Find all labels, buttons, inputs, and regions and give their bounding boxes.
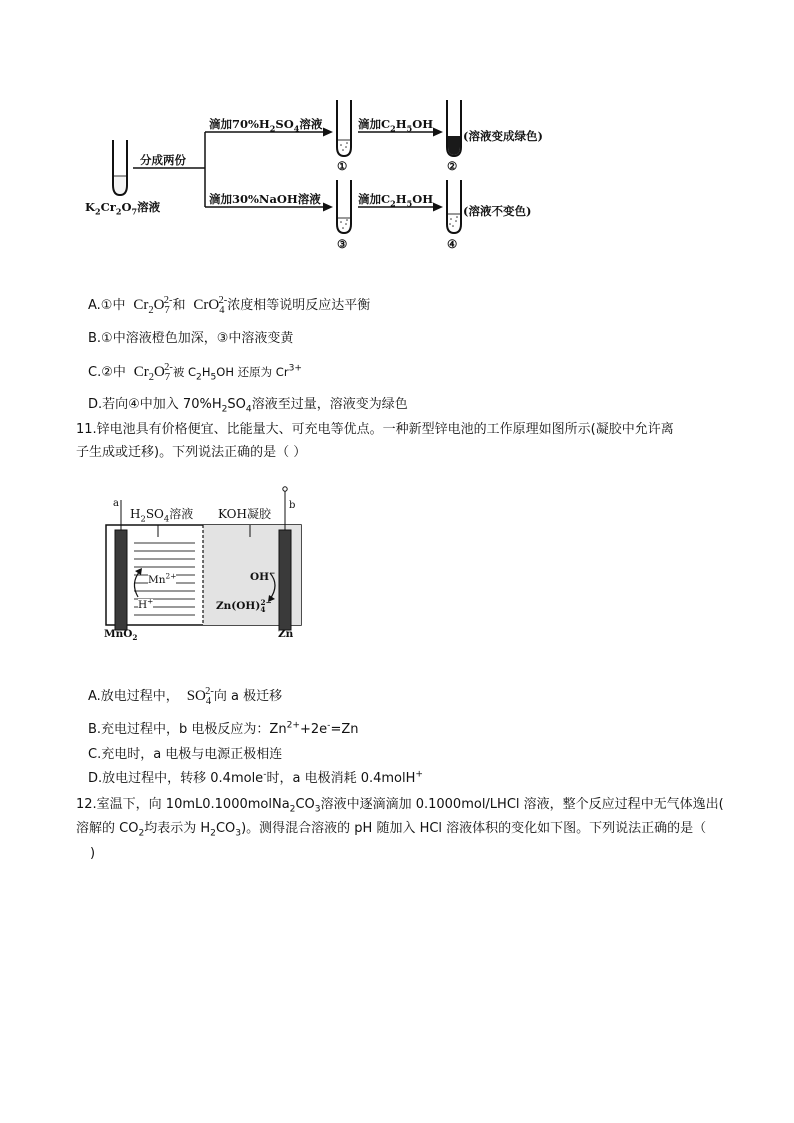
zincate-label: $Zn(OH)_4^{2-}$ [216,597,272,615]
h-ion-label: H+ [138,596,154,611]
q12-stem-line-1: 12.室温下，向 $10mL0.1000molNa_2CO_3$溶液中逐滴滴加 0.1000mol/LHCl 溶液，整个反应过程中无气体逸出( [76,797,724,815]
q12-stem-line-2: 溶解的 $CO_2$均表示为 $H_2CO_3$)。测得混合溶液的 pH 随加入 HCl 溶液体积的变化如下图。下列说法正确的是（ [76,821,707,839]
zn-electrode [279,530,291,630]
split-label: 分成两份 [140,153,186,167]
tube-2-label: ② [447,159,458,173]
q12-stem-line-3: ) [90,846,96,861]
mno2-electrode [115,530,127,630]
ethanol-label-bottom: 滴加$C_2H_5OH$ [358,192,434,209]
acid-reagent-label: 滴加$70\%H_2SO_4$溶液 [209,117,323,134]
q10-option-b: B.①中溶液橙色加深，③中溶液变黄 [88,331,294,346]
test-tube-2 [447,100,461,156]
electrode-a-label: a [113,498,119,509]
q11-stem-line-1: 11.锌电池具有价格便宜、比能量大、可充电等优点。一种新型锌电池的工作原理如图所示(凝胶中允许离 [76,422,674,437]
start-test-tube [113,140,127,195]
oh-ion-label: OH− [250,568,276,583]
figure-dichromate-experiment [0,0,794,270]
tube-3-label: ③ [337,237,348,251]
mno2-label: MnO$_2$ [104,628,138,643]
q11-stem-line-2: 子生成或迁移)。下列说法正确的是（ ） [76,445,307,460]
q11-option-b: B.充电过程中，b 电极反应为：$Zn^{2+}+2e^-=Zn$ [88,720,359,737]
q11-option-c: C.充电时，a 电极与电源正极相连 [88,747,283,762]
q11-option-d: D.放电过程中，转移 0.4mole-时，a 电极消耗 0.4molH+ [88,769,424,786]
test-tube-1 [337,100,351,156]
h2so4-solution-label: $H_2SO_4$溶液 [130,507,194,524]
test-tube-3 [337,180,351,233]
q10-option-a: A.①中 $Cr_2O_7^{2-}$和 CrO$_4^{2-}$浓度相等说明反应达平衡 [88,295,371,316]
tube-4-note: (溶液不变色) [463,204,532,218]
zn-label: Zn [278,628,294,640]
mn-ion-label: $Mn^{2+}$ [148,571,177,586]
zinc-battery-figure [100,485,310,645]
koh-gel-label: KOH凝胶 [218,507,271,521]
start-solution-label: $K_2Cr_2O_7$溶液 [85,200,161,217]
q11-option-a: A.放电过程中， $SO_4^{2-}$向 a 极迁移 [88,686,283,707]
test-tube-4 [447,180,461,233]
ethanol-label-top: 滴加$C_2H_5OH$ [358,117,434,134]
experiment-diagram [0,0,794,270]
q10-option-c: C.②中 $Cr_2O_7^{2-}$被 $C_2H_5OH$ 还原为 $Cr^{3+}$ [88,362,302,383]
base-reagent-label: 滴加30%NaOH溶液 [209,192,321,206]
tube-2-note: (溶液变成绿色) [463,129,543,143]
tube-1-label: ① [337,159,348,173]
q10-option-d: D.若向④中加入 $70\%H_2SO_4$溶液至过量，溶液变为绿色 [88,397,408,415]
electrode-b-label: b [289,500,296,511]
tube-4-label: ④ [447,237,458,251]
